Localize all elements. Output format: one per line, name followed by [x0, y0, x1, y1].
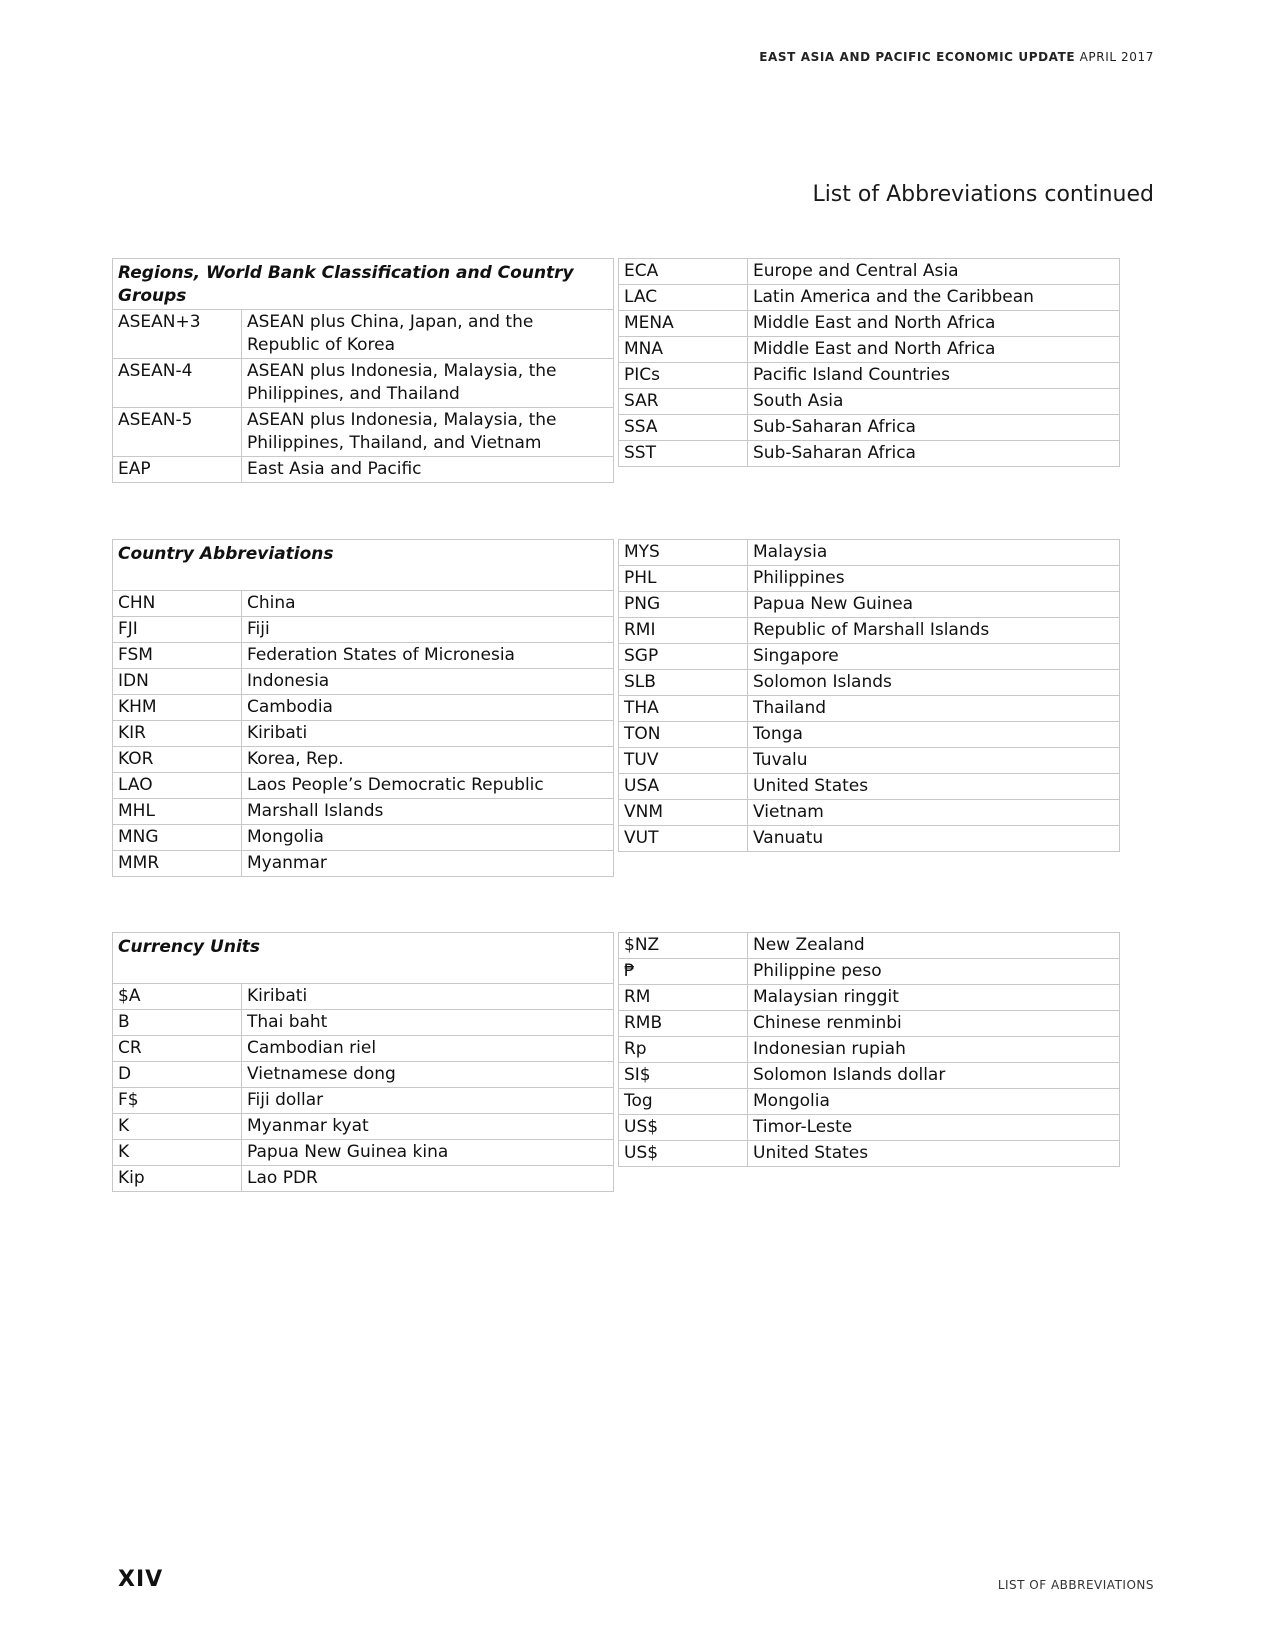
abbreviation-definition: Mongolia [242, 825, 614, 851]
abbreviation-code: MMR [113, 851, 242, 877]
abbreviation-definition: Fiji dollar [242, 1088, 614, 1114]
abbreviation-definition: United States [748, 774, 1120, 800]
abbreviation-definition: Fiji [242, 617, 614, 643]
table-row [619, 311, 1120, 337]
table-row [113, 1010, 614, 1036]
table-row [113, 695, 614, 721]
table-row [619, 566, 1120, 592]
abbreviation-definition: Malaysia [748, 540, 1120, 566]
table-row [113, 591, 614, 617]
abbreviation-definition: Solomon Islands dollar [748, 1063, 1120, 1089]
abbreviation-code: PICs [619, 363, 748, 389]
table-row [113, 643, 614, 669]
abbreviation-code: Kip [113, 1166, 242, 1192]
table-row [113, 825, 614, 851]
table-row [619, 592, 1120, 618]
abbreviation-code: RMB [619, 1011, 748, 1037]
publication-title: EAST ASIA AND PACIFIC ECONOMIC UPDATE [759, 50, 1076, 64]
regions-table [112, 258, 614, 483]
currencies-heading: Currency Units [113, 933, 614, 984]
abbreviation-definition: United States [748, 1141, 1120, 1167]
abbreviation-definition: Marshall Islands [242, 799, 614, 825]
abbreviation-definition: ASEAN plus Indonesia, Malaysia, the Philippines, Thailand, and Vietnam [242, 408, 614, 457]
abbreviation-code: Tog [619, 1089, 748, 1115]
table-row [619, 696, 1120, 722]
table-row [113, 1114, 614, 1140]
table-row [113, 669, 614, 695]
table-row [619, 441, 1120, 467]
abbreviation-definition: Pacific Island Countries [748, 363, 1120, 389]
abbreviation-definition: Vietnam [748, 800, 1120, 826]
page-number: XIV [118, 1567, 164, 1592]
abbreviation-code: US$ [619, 1141, 748, 1167]
table-row [113, 457, 614, 483]
abbreviation-code: KIR [113, 721, 242, 747]
abbreviation-definition: ASEAN plus Indonesia, Malaysia, the Philippines, and Thailand [242, 359, 614, 408]
abbreviation-definition: Kiribati [242, 721, 614, 747]
abbreviation-code: $NZ [619, 933, 748, 959]
table-row [619, 959, 1120, 985]
table-header-row [113, 540, 614, 591]
abbreviation-code: MYS [619, 540, 748, 566]
abbreviation-definition: Sub-Saharan Africa [748, 441, 1120, 467]
abbreviation-code: TON [619, 722, 748, 748]
abbreviation-definition: Korea, Rep. [242, 747, 614, 773]
abbreviation-code: SGP [619, 644, 748, 670]
table-row [113, 851, 614, 877]
abbreviation-definition: Middle East and North Africa [748, 311, 1120, 337]
abbreviation-definition: Middle East and North Africa [748, 337, 1120, 363]
abbreviation-code: Rp [619, 1037, 748, 1063]
abbreviation-definition: Myanmar [242, 851, 614, 877]
abbreviation-definition: Indonesian rupiah [748, 1037, 1120, 1063]
abbreviation-definition: Lao PDR [242, 1166, 614, 1192]
table-row [619, 363, 1120, 389]
table-row [113, 984, 614, 1010]
abbreviation-definition: ASEAN plus China, Japan, and the Republic of Korea [242, 310, 614, 359]
table-row [113, 773, 614, 799]
abbreviation-code: ASEAN+3 [113, 310, 242, 359]
abbreviation-code: FSM [113, 643, 242, 669]
abbreviation-definition: Philippine peso [748, 959, 1120, 985]
abbreviation-definition: Indonesia [242, 669, 614, 695]
abbreviation-definition: Papua New Guinea kina [242, 1140, 614, 1166]
abbreviation-code: ASEAN-5 [113, 408, 242, 457]
abbreviation-code: RM [619, 985, 748, 1011]
table-row [619, 774, 1120, 800]
abbreviation-code: RMI [619, 618, 748, 644]
abbreviation-code: FJI [113, 617, 242, 643]
abbreviation-code: K [113, 1114, 242, 1140]
footer-section-label: LIST OF ABBREVIATIONS [997, 1578, 1154, 1592]
abbreviation-code: SAR [619, 389, 748, 415]
table-row [619, 1089, 1120, 1115]
abbreviation-code: VNM [619, 800, 748, 826]
page-title: List of Abbreviations continued [812, 182, 1154, 207]
abbreviation-definition: Papua New Guinea [748, 592, 1120, 618]
abbreviation-code: PHL [619, 566, 748, 592]
table-row [619, 285, 1120, 311]
abbreviation-definition: Kiribati [242, 984, 614, 1010]
table-row [113, 1036, 614, 1062]
abbreviation-code: PNG [619, 592, 748, 618]
abbreviation-code: SSA [619, 415, 748, 441]
table-row [619, 933, 1120, 959]
abbreviation-definition: Cambodia [242, 695, 614, 721]
abbreviation-definition: Tuvalu [748, 748, 1120, 774]
abbreviation-code: CR [113, 1036, 242, 1062]
abbreviation-definition: Cambodian riel [242, 1036, 614, 1062]
table-row [619, 415, 1120, 441]
table-row [113, 617, 614, 643]
abbreviation-code: CHN [113, 591, 242, 617]
table-row [619, 826, 1120, 852]
abbreviation-definition: Solomon Islands [748, 670, 1120, 696]
regions-heading: Regions, World Bank Classification and Country Groups [113, 259, 614, 310]
abbreviation-definition: Republic of Marshall Islands [748, 618, 1120, 644]
abbreviation-code: F$ [113, 1088, 242, 1114]
abbreviation-code: EAP [113, 457, 242, 483]
table-row [619, 337, 1120, 363]
abbreviation-definition: Vietnamese dong [242, 1062, 614, 1088]
abbreviation-definition: South Asia [748, 389, 1120, 415]
abbreviation-definition: Myanmar kyat [242, 1114, 614, 1140]
abbreviation-code: US$ [619, 1115, 748, 1141]
table-row [113, 408, 614, 457]
abbreviation-definition: Tonga [748, 722, 1120, 748]
abbreviation-definition: Sub-Saharan Africa [748, 415, 1120, 441]
table-row [619, 1141, 1120, 1167]
abbreviation-definition: Chinese renminbi [748, 1011, 1120, 1037]
abbreviation-definition: Federation States of Micronesia [242, 643, 614, 669]
abbreviation-definition: Thailand [748, 696, 1120, 722]
table-row [619, 1037, 1120, 1063]
table-row [619, 1011, 1120, 1037]
abbreviation-definition: Mongolia [748, 1089, 1120, 1115]
table-row [113, 799, 614, 825]
abbreviation-definition: Thai baht [242, 1010, 614, 1036]
abbreviation-definition: Europe and Central Asia [748, 259, 1120, 285]
abbreviation-definition: New Zealand [748, 933, 1120, 959]
abbreviation-code: KHM [113, 695, 242, 721]
table-header-row [113, 259, 614, 310]
table-row [619, 800, 1120, 826]
currencies-table-continued [618, 932, 1120, 1167]
abbreviation-definition: East Asia and Pacific [242, 457, 614, 483]
abbreviation-code: THA [619, 696, 748, 722]
abbreviation-definition: Malaysian ringgit [748, 985, 1120, 1011]
abbreviation-code: ASEAN-4 [113, 359, 242, 408]
abbreviation-code: KOR [113, 747, 242, 773]
countries-heading: Country Abbreviations [113, 540, 614, 591]
countries-table [112, 539, 614, 877]
table-row [113, 1140, 614, 1166]
abbreviation-code: ₱ [619, 959, 748, 985]
abbreviation-code: B [113, 1010, 242, 1036]
table-row [619, 259, 1120, 285]
abbreviation-code: VUT [619, 826, 748, 852]
table-row [619, 722, 1120, 748]
table-row [113, 1062, 614, 1088]
table-row [113, 1088, 614, 1114]
abbreviation-code: LAO [113, 773, 242, 799]
table-row [113, 747, 614, 773]
running-header [759, 50, 1154, 64]
abbreviation-code: TUV [619, 748, 748, 774]
abbreviation-code: ECA [619, 259, 748, 285]
regions-table-continued [618, 258, 1120, 467]
abbreviation-definition: Singapore [748, 644, 1120, 670]
table-row [619, 1115, 1120, 1141]
abbreviation-definition: Latin America and the Caribbean [748, 285, 1120, 311]
abbreviation-code: MENA [619, 311, 748, 337]
table-row [619, 618, 1120, 644]
table-row [619, 1063, 1120, 1089]
abbreviation-code: SLB [619, 670, 748, 696]
table-row [619, 389, 1120, 415]
currencies-table [112, 932, 614, 1192]
table-row [113, 359, 614, 408]
abbreviation-definition: Laos People’s Democratic Republic [242, 773, 614, 799]
abbreviation-code: MNA [619, 337, 748, 363]
abbreviation-code: MNG [113, 825, 242, 851]
table-row [113, 310, 614, 359]
table-row [619, 985, 1120, 1011]
table-row [619, 670, 1120, 696]
publication-date: APRIL 2017 [1079, 50, 1154, 64]
table-row [619, 748, 1120, 774]
abbreviation-code: SST [619, 441, 748, 467]
abbreviation-code: MHL [113, 799, 242, 825]
table-header-row [113, 933, 614, 984]
abbreviation-code: LAC [619, 285, 748, 311]
table-row [113, 721, 614, 747]
table-row [619, 644, 1120, 670]
abbreviation-code: K [113, 1140, 242, 1166]
abbreviation-code: D [113, 1062, 242, 1088]
abbreviation-definition: Philippines [748, 566, 1120, 592]
countries-table-continued [618, 539, 1120, 852]
table-row [619, 540, 1120, 566]
table-row [113, 1166, 614, 1192]
abbreviation-definition: Timor-Leste [748, 1115, 1120, 1141]
abbreviation-definition: China [242, 591, 614, 617]
abbreviation-code: USA [619, 774, 748, 800]
abbreviation-definition: Vanuatu [748, 826, 1120, 852]
abbreviation-code: IDN [113, 669, 242, 695]
abbreviation-code: SI$ [619, 1063, 748, 1089]
abbreviation-code: $A [113, 984, 242, 1010]
